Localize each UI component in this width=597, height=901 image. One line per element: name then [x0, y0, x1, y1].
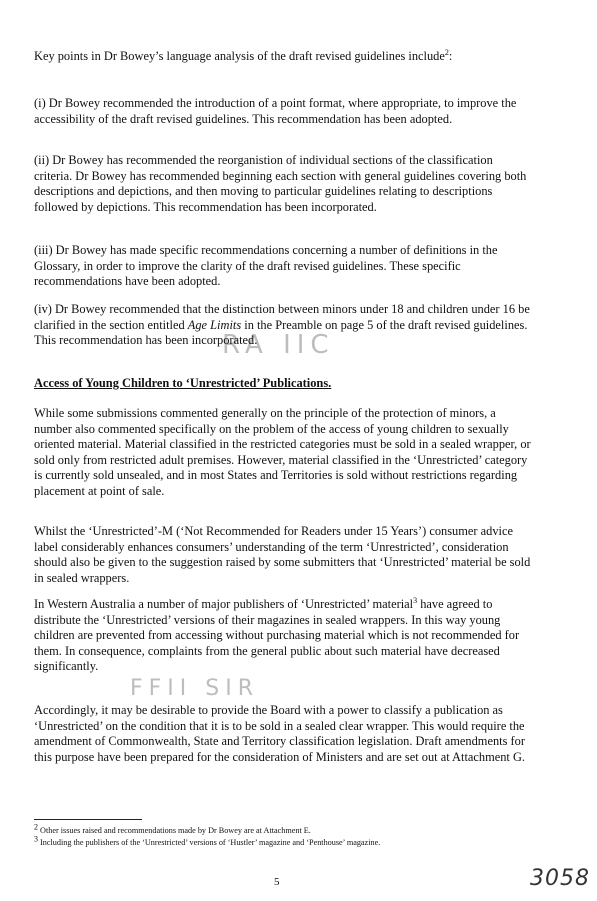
showthrough-mark: FFII SIR [130, 676, 260, 701]
section-heading: Access of Young Children to ‘Unrestricted’ Publications. [34, 376, 332, 390]
point-1: (i) Dr Bowey recommended the introduction of a point format, where appropriate, to improve the accessibility of the draft revised guidelines. This recommendation has been adopted. [34, 96, 517, 126]
paragraph-sealed-wrapper: Accordingly, it may be desirable to provide the Board with a power to classify a publication as ‘Unrestricted’ on the condition that it is to be sold in a sealed clear wrapper. This would require the amendment of Commonwealth, State and Territory classification legislation. Draft amendments for this purpose have been prepared for the consideration of Ministers and are set out at Attachment G. [34, 703, 525, 764]
footnote-ref: 3 [413, 595, 418, 605]
page-number: 5 [274, 876, 280, 888]
paragraph-protection-of-minors: While some submissions commented generally on the principle of the protection of minors, a number also commented specifically on the problem of the access of young children to sexually oriented material. Material classified in the restricted categories must be sold in a sealed wrapper, or sold only from restricted adult premises. However, material classified in the ‘Unrestricted’ category is currently sold unsealed, and in most States and Territories is sold without restrictions regarding placement at point of sale. [34, 406, 531, 498]
point-4: (iv) Dr Bowey recommended that the distinction between minors under 18 and children under 16 be clarified in the section entitled Age Limits in the Preamble on page 5 of the draft revised guidelines. This recommendation has been incorporated. [34, 302, 530, 348]
showthrough-mark: RA IIC [222, 330, 335, 360]
footnote-divider [34, 819, 142, 820]
footnote-ref: 2 [444, 47, 449, 57]
footnote-2: $^2$ Other issues raised and recommendations made by Dr Bowey are at Attachment E. [34, 822, 311, 835]
paragraph-western-australia: In Western Australia a number of major publishers of ‘Unrestricted’ material$^3$ have agreed to distribute the ‘Unrestricted’ versions of their magazines in sealed wrappers. In this way young children are prevented from accessing without purchasing material which is not recommended for them. In consequence, complaints from the general public about such material have decreased significantly. [34, 595, 520, 674]
footnote-3: $^3$ Including the publishers of the ‘Unrestricted’ versions of ‘Hustler’ magazine and ‘Penthouse’ magazine. [34, 834, 381, 847]
age-limits-title: Age Limits [187, 317, 242, 332]
intro-paragraph: Key points in Dr Bowey’s language analysis of the draft revised guidelines include$^2$: [34, 47, 453, 63]
point-2: (ii) Dr Bowey has recommended the reorganistion of individual sections of the classification criteria. Dr Bowey has recommended beginning each section with general guidelines covering both descriptions and depictions, and then moving to particular guidelines relating to descriptions followed by depictions. This recommendation has been incorporated. [34, 153, 527, 214]
point-3: (iii) Dr Bowey has made specific recommendations concerning a number of definitions in the Glossary, in order to improve the clarity of the draft revised guidelines. These specific recommendations have been adopted. [34, 243, 498, 289]
handwritten-folio-number: 3058 [530, 866, 590, 891]
paragraph-consumer-advice: Whilst the ‘Unrestricted’-M (‘Not Recommended for Readers under 15 Years’) consumer advice label considerably enhances consumers’ understanding of the term ‘Unrestricted’, consideration should also be given to the suggestion raised by some submitters that ‘Unrestricted’ material be sold in sealed wrappers. [34, 524, 531, 585]
